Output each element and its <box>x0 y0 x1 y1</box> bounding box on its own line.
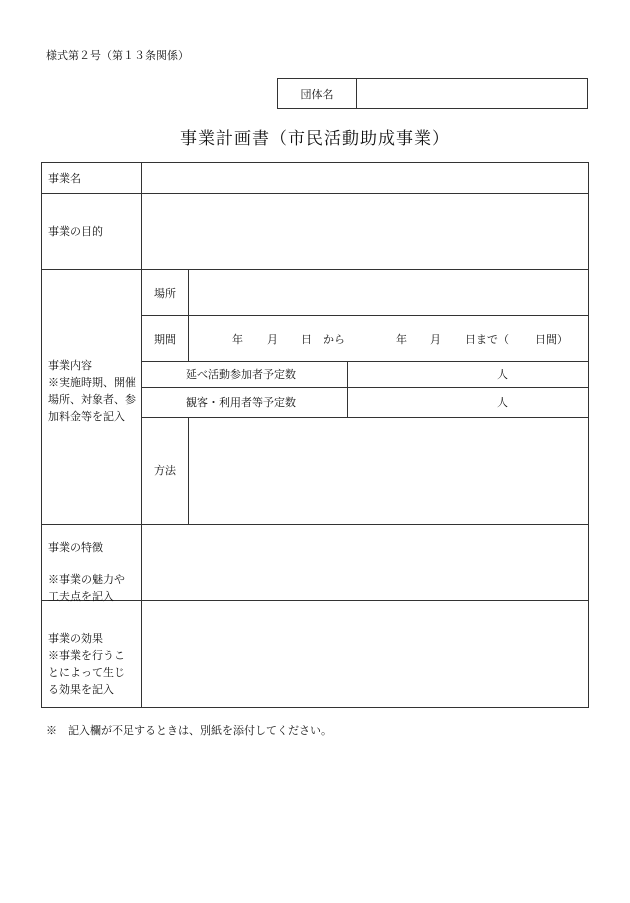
organization-box <box>277 78 588 109</box>
features-label-note-2: 工夫点を記入 <box>48 590 114 603</box>
project-name-label: 事業名 <box>48 172 81 185</box>
effects-label <box>48 630 140 698</box>
method-label: 方法 <box>154 464 176 477</box>
effects-label-note-1: ※事業を行うこ <box>48 649 125 662</box>
content-label-note-2: 場所、対象者、参 <box>48 393 136 406</box>
effects-label-note-3: る効果を記入 <box>48 683 114 696</box>
content-label-note-1: ※実施時期、開催 <box>48 376 136 389</box>
audience-unit: 人 <box>497 396 508 409</box>
content-label-title: 事業内容 <box>48 359 92 372</box>
features-field[interactable] <box>142 525 588 600</box>
effects-field[interactable] <box>142 601 588 707</box>
purpose-field[interactable] <box>142 194 588 269</box>
participants-field[interactable] <box>348 362 588 387</box>
period-from: から <box>323 333 345 346</box>
project-name-field[interactable] <box>142 163 588 193</box>
effects-label-note-2: とによって生じ <box>48 666 125 679</box>
content-label-note-3: 加料金等を記入 <box>48 410 125 423</box>
participants-unit: 人 <box>497 368 508 381</box>
period-year-end: 年 <box>396 333 407 346</box>
purpose-label: 事業の目的 <box>48 225 103 238</box>
effects-label-title: 事業の効果 <box>48 632 103 645</box>
features-label-title: 事業の特徴 <box>48 541 103 554</box>
participants-label: 延べ活動参加者予定数 <box>186 368 296 381</box>
footnote: ※ 記入欄が不足するときは、別紙を添付してください。 <box>46 724 332 737</box>
content-label <box>48 357 140 425</box>
period-month-start: 月 <box>267 333 278 346</box>
period-days: 日間） <box>535 333 568 346</box>
place-field[interactable] <box>189 270 588 315</box>
period-month-end: 月 <box>430 333 441 346</box>
form-number: 様式第２号（第１３条関係） <box>46 49 189 62</box>
period-year-start: 年 <box>232 333 243 346</box>
period-until: 日まで（ <box>465 333 509 346</box>
place-label: 場所 <box>154 287 176 300</box>
audience-label: 観客・利用者等予定数 <box>186 396 296 409</box>
page-title: 事業計画書（市民活動助成事業） <box>180 129 450 149</box>
audience-field[interactable] <box>348 388 588 417</box>
features-label <box>48 539 140 605</box>
method-field[interactable] <box>189 418 588 524</box>
organization-name-field[interactable] <box>356 79 587 108</box>
period-label: 期間 <box>154 333 176 346</box>
organization-label: 団体名 <box>278 79 357 108</box>
period-day-start: 日 <box>301 333 312 346</box>
features-label-note-1: ※事業の魅力や <box>48 573 125 586</box>
